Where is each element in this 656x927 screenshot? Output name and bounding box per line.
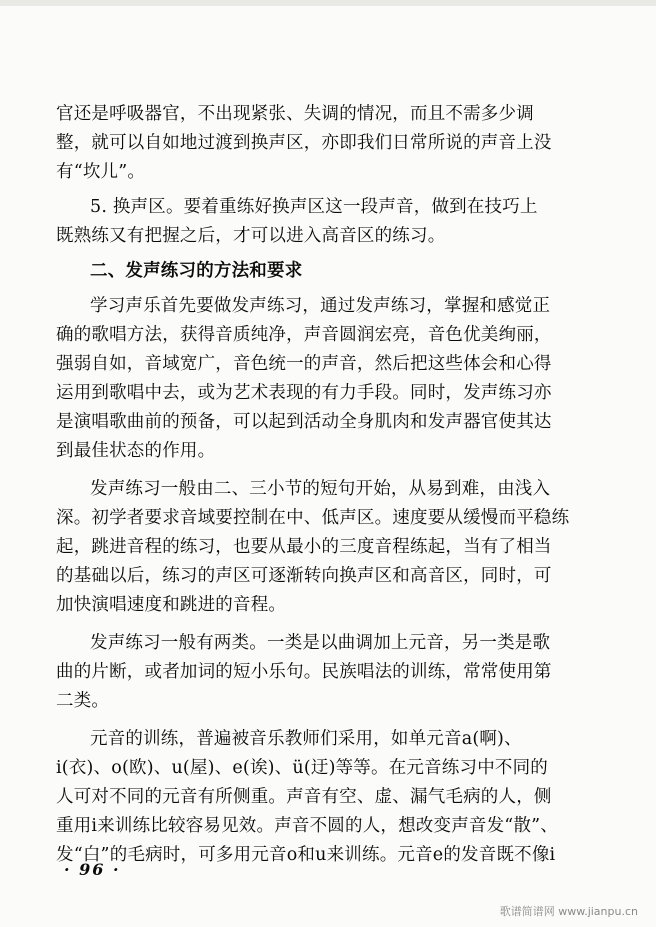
text-line: 二类。 bbox=[56, 691, 110, 711]
text-line: 5. 换声区。要着重练好换声区这一段声音，做到在技巧上 bbox=[90, 197, 538, 217]
text-line: 重用i来训练比较容易见效。声音不圆的人，想改变声音发“散”、 bbox=[56, 816, 558, 836]
text-line: 曲的片断，或者加词的短小乐句。民族唱法的训练，常常使用第 bbox=[56, 662, 552, 682]
text-line: 起，跳进音程的练习，也要从最小的三度音程练起，当有了相当 bbox=[56, 537, 552, 557]
text-line: 既熟练又有把握之后，才可以进入高音区的练习。 bbox=[56, 226, 446, 246]
text-line: 元音的训练，普遍被音乐教师们采用，如单元音a(啊)、 bbox=[90, 729, 522, 749]
body-text bbox=[56, 100, 608, 870]
text-line: 强弱自如，音域宽广，音色统一的声音，然后把这些体会和心得 bbox=[56, 354, 552, 374]
text-line: 到最佳状态的作用。 bbox=[56, 441, 216, 461]
text-line: 发声练习一般由二、三小节的短句开始，从易到难，由浅入 bbox=[90, 479, 551, 499]
watermark: 歌谱简谱网 www.jianpu.cn bbox=[499, 905, 638, 918]
text-line: 有“坎儿”。 bbox=[56, 162, 146, 182]
text-line: i(衣)、o(欧)、u(屋)、e(诶)、ü(迂)等等。在元音练习中不同的 bbox=[56, 758, 549, 778]
text-line: 整，就可以自如地过渡到换声区，亦即我们日常所说的声音上没 bbox=[56, 133, 552, 153]
text-line: 官还是呼吸器官，不出现紧张、失调的情况，而且不需多少调 bbox=[56, 104, 534, 124]
text-line: 人可对不同的元音有所侧重。声音有空、虚、漏气毛病的人，侧 bbox=[56, 787, 552, 807]
text-line: 是演唱歌曲前的预备，可以起到活动全身肌肉和发声器官使其达 bbox=[56, 412, 552, 432]
text-line: 加快演唱速度和跳进的音程。 bbox=[56, 595, 287, 615]
text-line: 发声练习一般有两类。一类是以曲调加上元音，另一类是歌 bbox=[90, 633, 551, 653]
page-number: · 96 · bbox=[64, 860, 121, 879]
text-line: 学习声乐首先要做发声练习，通过发声练习，掌握和感觉正 bbox=[90, 296, 551, 316]
text-line: 确的歌唱方法，获得音质纯净，声音圆润宏亮，音色优美绚丽， bbox=[56, 325, 552, 345]
scan-edge bbox=[0, 0, 656, 6]
text-line: 发“白”的毛病时，可多用元音o和u来训练。元音e的发音既不像i bbox=[56, 845, 556, 865]
text-line: 的基础以后，练习的声区可逐渐转向换声区和高音区，同时，可 bbox=[56, 566, 552, 586]
section-heading: 二、发声练习的方法和要求 bbox=[90, 261, 303, 281]
text-line: 运用到歌唱中去，或为艺术表现的有力手段。同时，发声练习亦 bbox=[56, 383, 552, 403]
text-line: 深。初学者要求音域要控制在中、低声区。速度要从缓慢而平稳练 bbox=[56, 508, 570, 528]
